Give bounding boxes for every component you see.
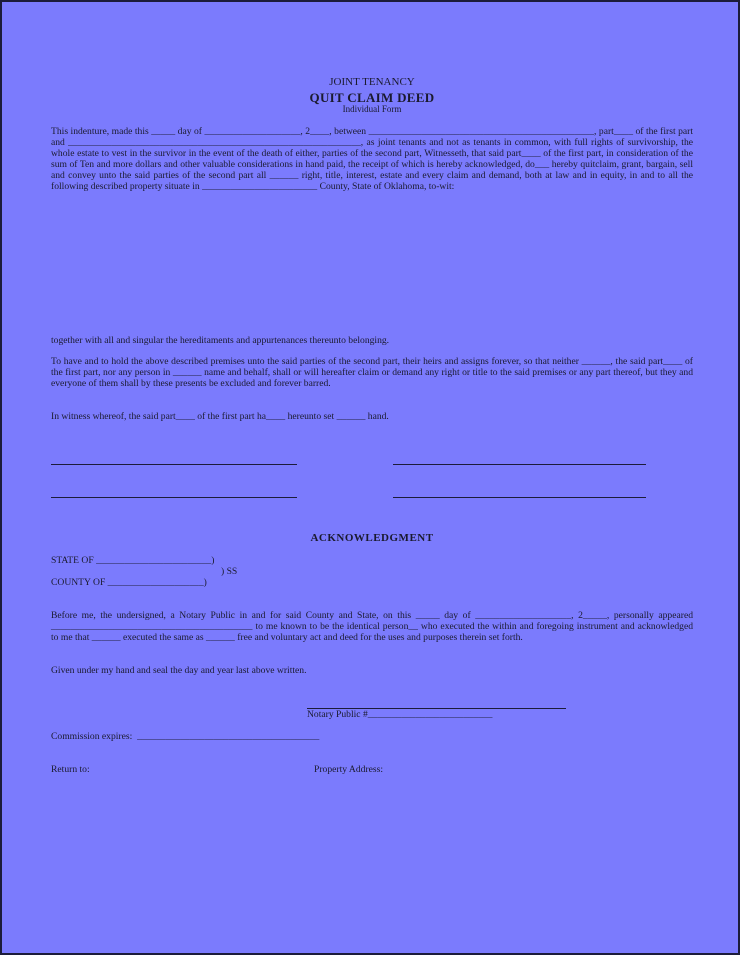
- notary-acknowledgment-paragraph: Before me, the undersigned, a Notary Public in and for said County and State, on this _____ day of ____________________, 2_____, personally appeared __________________________________________ to me known to be the identical person__ who executed the within and foregoing instrument and acknowledged to me that ______ executed the same as ______ free and voluntary act and deed for the uses and purposes therein set forth.: [51, 610, 693, 644]
- notary-public-number: Notary Public #__________________________: [307, 709, 493, 720]
- hereditaments-paragraph: together with all and singular the hereditaments and appurtenances thereunto belonging.: [51, 335, 390, 346]
- grantor-signature-line-3: [51, 497, 297, 498]
- property-address-label: Property Address:: [314, 764, 384, 775]
- state-of-line: STATE OF ________________________): [51, 555, 215, 566]
- commission-expires-line: Commission expires: ______________________________________: [51, 731, 320, 742]
- county-of-line: COUNTY OF ____________________): [51, 577, 207, 588]
- grantor-signature-line-1: [51, 464, 297, 465]
- witness-paragraph: In witness whereof, the said part____ of the first part ha____ hereunto set ______ hand.: [51, 411, 389, 422]
- habendum-paragraph: To have and to hold the above described premises unto the said parties of the second part, their heirs and assigns forever, so that neither ______, the said part____ of the first part, nor any person in ______ name and behalf, shall or will hereafter claim or demand any right or title to the said premises or any part thereof, but they and everyone of them shall by these presents be excluded and forever barred.: [51, 356, 693, 390]
- grantor-signature-line-4: [393, 497, 646, 498]
- acknowledgment-heading: ACKNOWLEDGMENT: [310, 532, 434, 544]
- page-title: QUIT CLAIM DEED: [309, 90, 435, 105]
- form-subtitle: Individual Form: [342, 104, 402, 114]
- given-under-hand-line: Given under my hand and seal the day and year last above written.: [51, 665, 307, 676]
- grantor-signature-line-2: [393, 464, 646, 465]
- deed-type-heading: JOINT TENANCY: [329, 76, 415, 88]
- ss-label: ) SS: [221, 566, 238, 577]
- return-to-label: Return to:: [51, 764, 90, 775]
- indenture-paragraph: This indenture, made this _____ day of ____________________, 2____, between _______________________________________________, part____ of the first part and _____________________________________________________________, as joint tenants and not as tenants in common, with full rights of survivorship, the whole estate to vest in the survivor in the event of the death of either, parties of the second part, Witnesseth, that said part____ of the first part, in consideration of the sum of Ten and more dollars and other valuable considerations in hand paid, the receipt of which is hereby acknowledged, do___ hereby quitclaim, grant, bargain, sell and convey unto the said parties of the second part all ______ right, title, interest, estate and every claim and demand, both at law and in equity, in and to all the following described property situate in ________________________ County, State of Oklahoma, to-wit:: [51, 126, 693, 193]
